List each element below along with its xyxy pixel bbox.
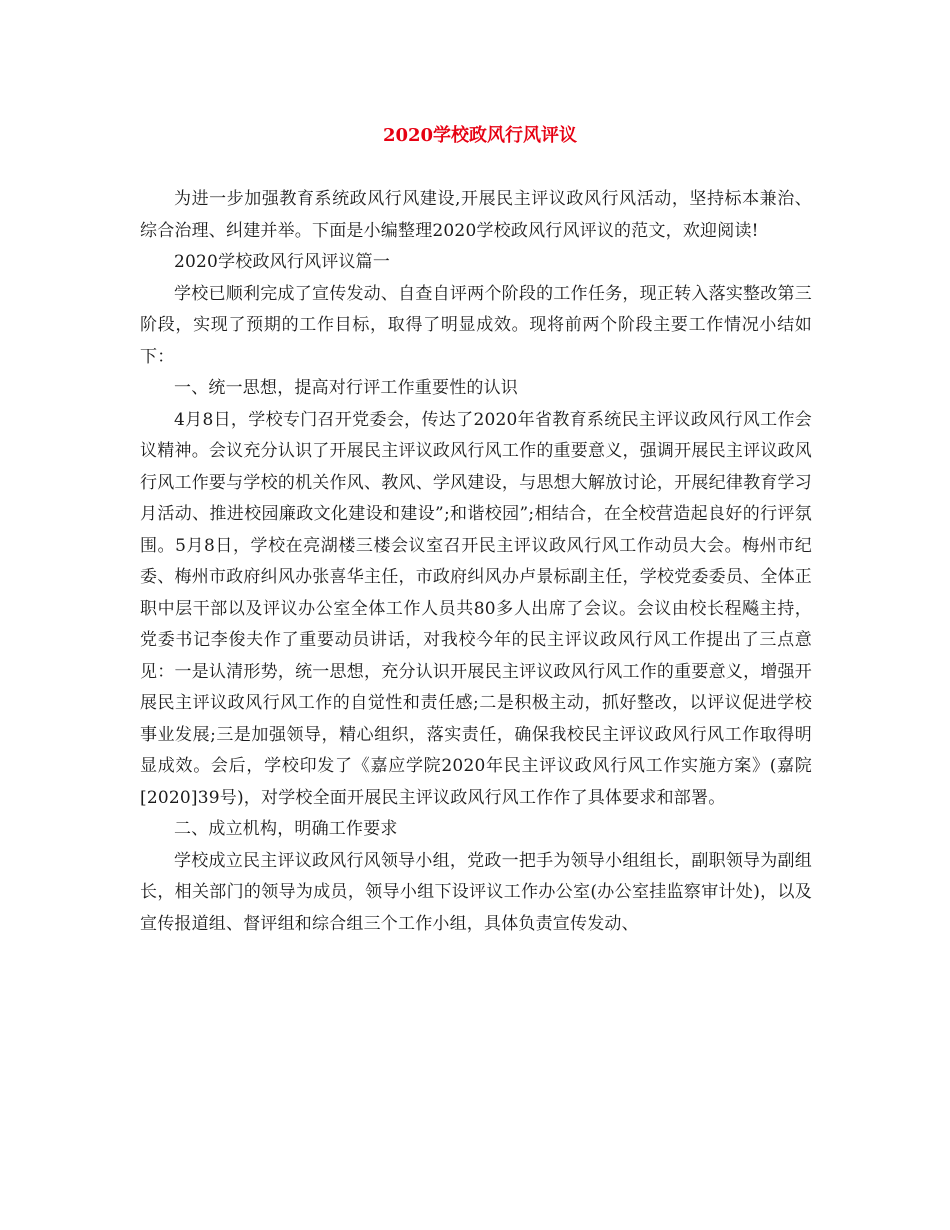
intro-paragraph: 为进一步加强教育系统政风行风建设,开展民主评议政风行风活动，坚持标本兼治、综合治理、纠建并举。下面是小编整理2020学校政风行风评议的范文，欢迎阅读!: [140, 189, 812, 241]
body-paragraph-1: 4月8日，学校专门召开党委会，传达了2020年省教育系统民主评议政风行风工作会议精神。会议充分认识了开展民主评议政风行风工作的重要意义，强调开展民主评议政风行风工作要与学校的机关作风、教风、学风建设，与思想大解放讨论，开展纪律教育学习月活动、推进校园廉政文化建设和建设”;和谐校园”;相结合，在全校营造起良好的行评氛围。5月8日，学校在亮湖楼三楼会议室召开民主评议政风行风工作动员大会。梅州市纪委、梅州市政府纠风办张喜华主任，市政府纠风办卢景标副主任，学校党委委员、全体正职中层干部以及评议办公室全体工作人员共80多人出席了会议。会议由校长程飚主持，党委书记李俊夫作了重要动员讲话，对我校今年的民主评议政风行风工作提出了三点意见：一是认清形势，统一思想，充分认识开展民主评议政风行风工作的重要意义，增强开展民主评议政风行风工作的自觉性和责任感;二是积极主动，抓好整改，以评议促进学校事业发展;三是加强领导，精心组织，落实责任，确保我校民主评议政风行风工作取得明显成效。会后，学校印发了《嘉应学院2020年民主评议政风行风工作实施方案》(嘉院[2020]39号)，对学校全面开展民主评议政风行风工作作了具体要求和部署。: [140, 409, 812, 808]
body-paragraph-2: 学校成立民主评议政风行风领导小组，党政一把手为领导小组组长，副职领导为副组长，相关部门的领导为成员，领导小组下设评议工作办公室(办公室挂监察审计处)，以及宣传报道组、督评组和综合组三个工作小组，具体负责宣传发动、: [140, 850, 812, 934]
document-title: 2020学校政风行风评议: [382, 125, 578, 146]
section-heading-1: 一、统一思想，提高对行评工作重要性的认识: [174, 378, 518, 398]
summary-paragraph: 学校已顺利完成了宣传发动、自查自评两个阶段的工作任务，现正转入落实整改第三阶段，实现了预期的工作目标，取得了明显成效。现将前两个阶段主要工作情况小结如下：: [140, 283, 812, 367]
section-heading-part-one: 2020学校政风行风评议篇一: [174, 252, 391, 272]
section-heading-2: 二、成立机构，明确工作要求: [174, 819, 398, 839]
